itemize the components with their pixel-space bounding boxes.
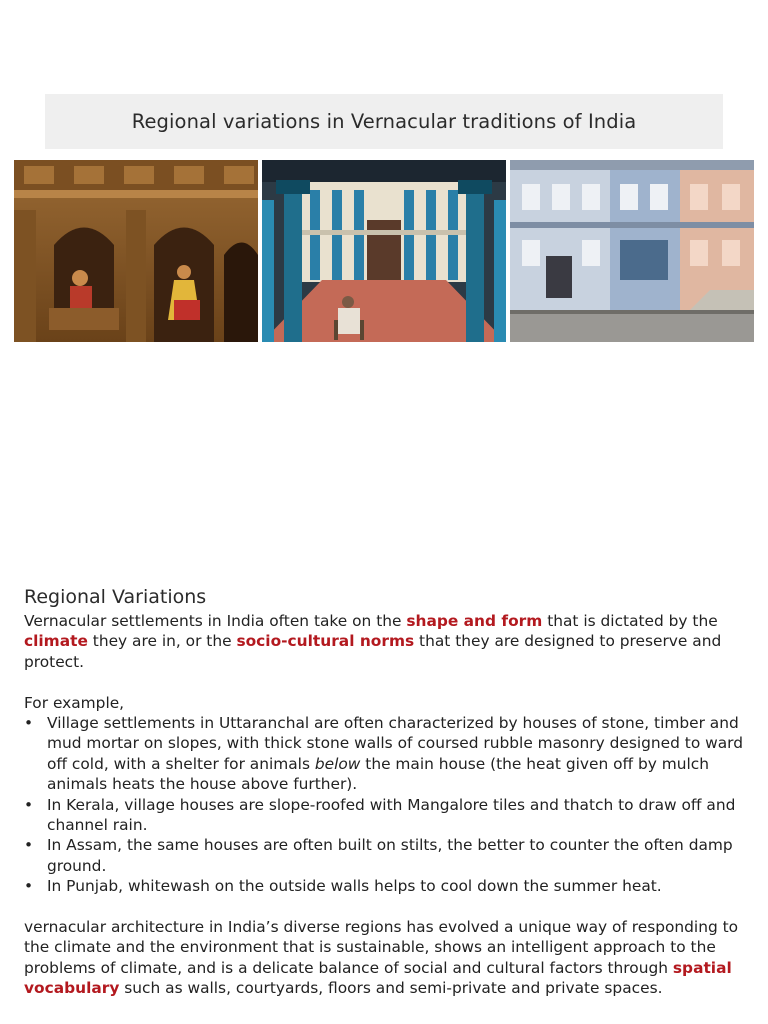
photo-painted-facades <box>510 160 754 342</box>
list-item-text: In Kerala, village houses are slope-roofed with Mangalore tiles and thatch to draw off and channel rain. <box>47 795 736 835</box>
list-item-text: Village settlements in Uttaranchal are often characterized by houses of stone, timber and mud mortar on slopes, with thick stone walls of coursed rubble masonry designed to ward off cold, with a shelter for animals <box>47 714 743 773</box>
spacer <box>24 672 744 692</box>
intro-text: they are in, or the <box>87 632 237 651</box>
spacer <box>24 897 744 917</box>
body-text <box>24 611 744 999</box>
section-heading: Regional Variations <box>24 586 207 608</box>
photo-pillared-courtyard <box>262 160 506 342</box>
intro-paragraph <box>24 611 744 672</box>
list-item-text: In Assam, the same houses are often built on stilts, the better to counter the often damp ground. <box>47 836 733 875</box>
intro-text: that is dictated by the <box>542 612 718 630</box>
closing-paragraph <box>24 917 744 999</box>
bullet-marker: • <box>24 714 34 733</box>
bullet-marker: • <box>24 836 34 855</box>
title-band <box>45 94 723 149</box>
photo-haveli-windows <box>14 160 258 342</box>
list-item-uttaranchal <box>24 713 744 795</box>
highlight-climate: climate <box>24 632 88 651</box>
list-item-text: the main house (the heat given off by mulch animals heats the house above further). <box>47 754 710 794</box>
closing-text: such as walls, courtyards, floors and semi-private and private spaces. <box>119 979 663 998</box>
list-item-punjab <box>24 876 744 896</box>
intro-text: Vernacular settlements in India often take on the <box>24 612 407 630</box>
closing-text: vernacular architecture in India’s diverse regions has evolved a unique way of responding to the climate and the environment that is sustainable, shows an intelligent approach to the problems of climate, and is a delicate balance of social and cultural factors through <box>24 918 739 977</box>
example-list <box>24 713 744 897</box>
example-lead: For example, <box>24 693 125 712</box>
list-item-kerala <box>24 795 744 836</box>
highlight-socio-cultural-norms: socio-cultural norms <box>236 632 415 651</box>
bullet-marker: • <box>24 795 34 814</box>
bullet-marker: • <box>24 877 34 896</box>
list-item-assam <box>24 835 744 876</box>
intro-text: that they are designed to preserve and protect. <box>24 632 722 671</box>
highlight-shape-and-form: shape and form <box>406 612 543 630</box>
slide-title: Regional variations in Vernacular traditions of India <box>131 110 637 133</box>
emphasis-below: below <box>314 754 361 773</box>
list-item-text: In Punjab, whitewash on the outside walls helps to cool down the summer heat. <box>47 877 662 896</box>
highlight-spatial-vocabulary: spatial vocabulary <box>24 958 732 998</box>
